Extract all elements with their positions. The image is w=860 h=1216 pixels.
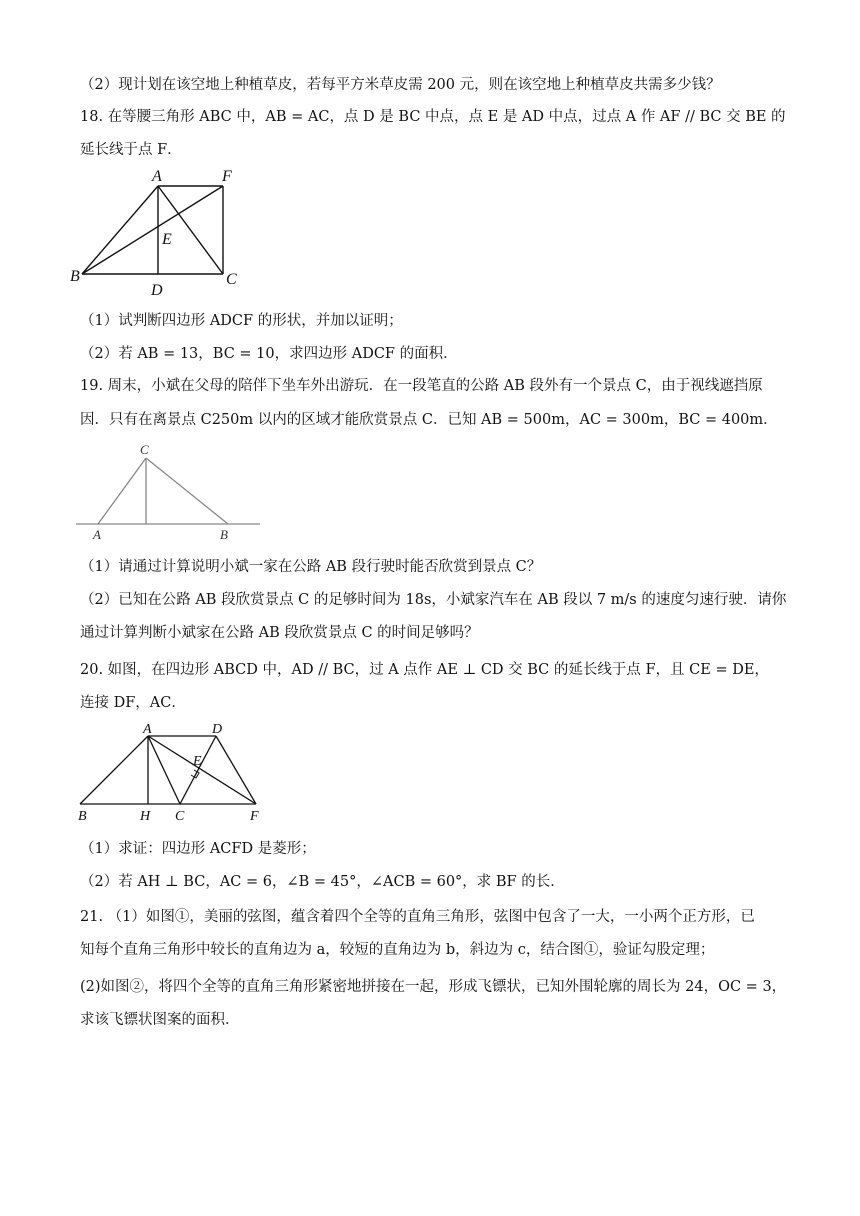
q19-label-c: C <box>140 442 149 457</box>
q18-figure <box>70 164 250 298</box>
q19-figure <box>76 440 262 544</box>
q19-part2-line1: （2）已知在公路 AB 段欣赏景点 C 的足够时间为 18s，小斌家汽车在 AB 段以 7 m/s 的速度匀速行驶．请你 <box>80 592 787 608</box>
q20-label-f: F <box>250 809 259 824</box>
q20-label-b: B <box>78 809 87 824</box>
q18-label-d: D <box>151 282 163 298</box>
q17-part2: （2）现计划在该空地上种植草皮，若每平方米草皮需 200 元，则在该空地上种植草皮共需多少钱？ <box>80 77 721 93</box>
q20-segment-ab <box>80 736 148 804</box>
q19-label-b: B <box>220 527 228 542</box>
q18-label-b: B <box>70 268 80 285</box>
q21-part1-line2: 知每个直角三角形中较长的直角边为 a，较短的直角边为 b，斜边为 c，结合图①，验证勾股定理； <box>80 942 715 958</box>
q20-segment-cd <box>180 736 216 804</box>
q20-part2: （2）若 AH ⊥ BC，AC = 6，∠B = 45°，∠ACB = 60°，求 BF 的长． <box>80 874 565 890</box>
q18-label-a: A <box>152 168 162 185</box>
q20-label-h: H <box>140 809 151 824</box>
q20-stem-line1: 20. 如图，在四边形 ABCD 中，AD // BC，过 A 点作 AE ⊥ CD 交 BC 的延长线于点 F，且 CE = DE， <box>80 662 769 678</box>
q21-part1-line1: 21. （1）如图①，美丽的弦图，蕴含着四个全等的直角三角形，弦图中包含了一大，一小两个正方形，已 <box>80 909 755 925</box>
q20-segment-df <box>216 736 256 804</box>
q18-segment-bf <box>82 186 223 274</box>
q19-part1: （1）请通过计算说明小斌一家在公路 AB 段行驶时能否欣赏到景点 C？ <box>80 559 542 575</box>
q18-label-c: C <box>226 271 237 288</box>
q18-segment-ab <box>82 186 158 274</box>
q19-part2-line2: 通过计算判断小斌家在公路 AB 段欣赏景点 C 的时间足够吗？ <box>80 625 479 641</box>
q20-label-a: A <box>143 722 152 737</box>
q18-label-f: F <box>222 168 232 185</box>
q20-part1: （1）求证：四边形 ACFD 是菱形； <box>80 841 316 857</box>
q19-segment-cb <box>146 458 228 524</box>
q18-stem-line2: 延长线于点 F． <box>80 142 182 158</box>
q18-label-e: E <box>162 231 172 248</box>
q19-stem-line2: 因．只有在离景点 C250m 以内的区域才能欣赏景点 C．已知 AB = 500m，AC = 300m，BC = 400m． <box>80 412 778 428</box>
q20-label-c: C <box>175 809 185 824</box>
q19-segment-ac <box>98 458 146 524</box>
q21-part2-line1: (2)如图②，将四个全等的直角三角形紧密地拼接在一起，形成飞镖状，已知外围轮廓的周长为 24，OC = 3， <box>80 979 787 995</box>
q20-figure <box>74 722 270 828</box>
q20-label-d: D <box>212 722 223 737</box>
q18-part2: （2）若 AB = 13，BC = 10，求四边形 ADCF 的面积． <box>80 346 458 362</box>
q19-stem-line1: 19. 周末，小斌在父母的陪伴下坐车外出游玩．在一段笔直的公路 AB 段外有一个景点 C，由于视线遮挡原 <box>80 378 763 394</box>
q19-label-a: A <box>93 527 101 542</box>
q20-stem-line2: 连接 DF，AC． <box>80 695 186 711</box>
q18-stem-line1: 18. 在等腰三角形 ABC 中，AB = AC，点 D 是 BC 中点，点 E 是 AD 中点，过点 A 作 AF // BC 交 BE 的 <box>80 109 786 125</box>
q20-label-e: E <box>193 754 202 769</box>
q18-segment-ac <box>158 186 223 274</box>
q21-part2-line2: 求该飞镖状图案的面积． <box>80 1012 240 1028</box>
q18-part1: （1）试判断四边形 ADCF 的形状，并加以证明； <box>80 313 403 329</box>
